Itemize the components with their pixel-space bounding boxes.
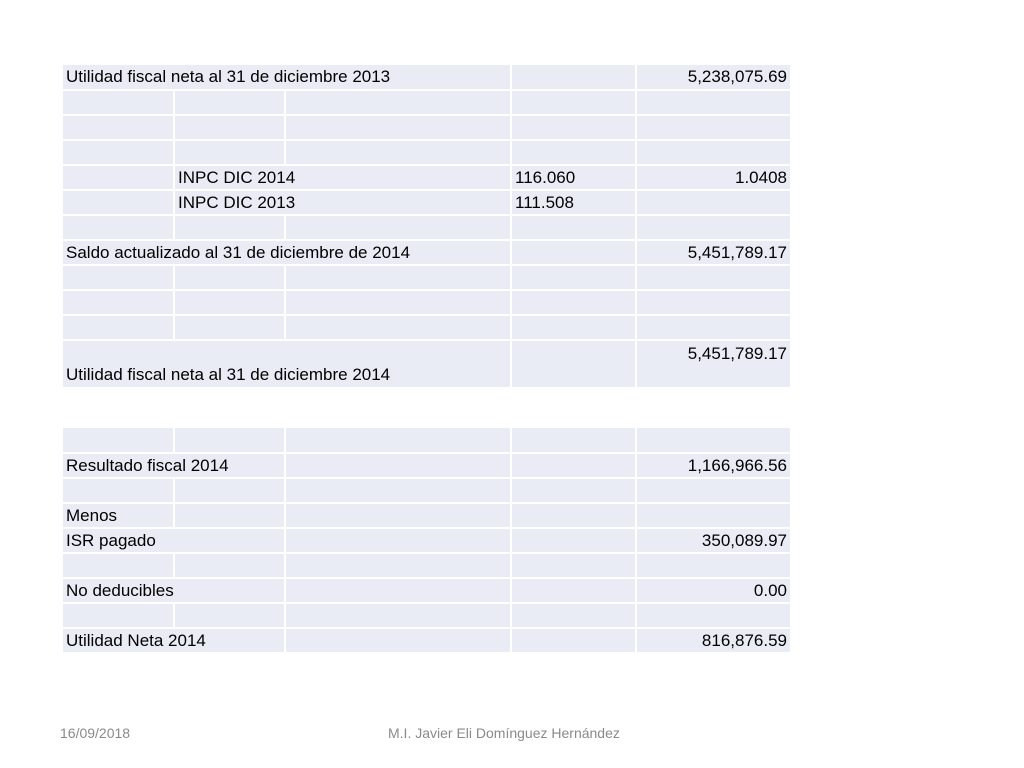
resultado-value: 1,166,966.56 [636,453,791,478]
net-2014-value: 5,451,789.17 [636,340,791,388]
cell [174,315,285,340]
cell [174,290,285,315]
cell [636,215,791,240]
table-row [63,603,791,628]
cell [636,265,791,290]
net-income-table-2014 [63,428,792,654]
cell [63,215,174,240]
table-row [63,340,791,388]
cell [636,428,791,453]
cell [511,628,636,653]
cell [285,478,511,503]
cell [285,553,511,578]
table-row [63,503,791,528]
cell [636,503,791,528]
cell [511,290,636,315]
cell [285,428,511,453]
table-row [63,240,791,265]
cell [63,603,174,628]
cell [285,140,511,165]
saldo-value: 5,451,789.17 [636,240,791,265]
cell [636,90,791,115]
cell [285,90,511,115]
cell [63,190,174,215]
utilidad-neta-value: 816,876.59 [636,628,791,653]
cell [511,265,636,290]
cell [174,428,285,453]
cell [174,265,285,290]
cell [63,90,174,115]
nodeducibles-value: 0.00 [636,578,791,603]
cell [285,265,511,290]
net-2014-label: Utilidad fiscal neta al 31 de diciembre 2014 [63,340,511,388]
cell [511,478,636,503]
cell [63,428,174,453]
cell [174,215,285,240]
update-factor: 1.0408 [636,165,791,190]
cell [285,578,511,603]
cell [285,115,511,140]
table-row [63,115,791,140]
table-row [63,140,791,165]
cell [511,140,636,165]
fiscal-table-2013-2014 [63,65,792,389]
cell [285,290,511,315]
menos-label: Menos [63,503,174,528]
cell [285,215,511,240]
cell [174,90,285,115]
cell [63,478,174,503]
saldo-label: Saldo actualizado al 31 de diciembre de 2014 [63,240,511,265]
cell [511,340,636,388]
cell [511,315,636,340]
inpc-2013-index: 111.508 [511,190,636,215]
nodeducibles-label: No deducibles [63,578,285,603]
table-row [63,453,791,478]
cell [511,453,636,478]
cell [636,478,791,503]
cell [285,528,511,553]
cell [636,603,791,628]
inpc-2013-label: INPC DIC 2013 [174,190,511,215]
cell [174,553,285,578]
cell [511,603,636,628]
net-2013-value: 5,238,075.69 [636,65,791,90]
cell [174,115,285,140]
table-row [63,315,791,340]
cell [63,165,174,190]
cell [285,315,511,340]
cell [511,115,636,140]
cell [511,65,636,90]
table-row [63,265,791,290]
isr-label: ISR pagado [63,528,285,553]
cell [174,603,285,628]
inpc-2014-index: 116.060 [511,165,636,190]
table-row [63,90,791,115]
cell [285,603,511,628]
resultado-label: Resultado fiscal 2014 [63,453,285,478]
cell [511,90,636,115]
cell [636,190,791,215]
table-row [63,190,791,215]
cell [174,478,285,503]
cell [63,315,174,340]
cell [174,503,285,528]
table-row [63,65,791,90]
table-row [63,428,791,453]
cell [636,553,791,578]
table-row [63,215,791,240]
cell [63,290,174,315]
table-row [63,290,791,315]
cell [285,628,511,653]
cell [63,553,174,578]
cell [511,553,636,578]
cell [511,215,636,240]
cell [511,578,636,603]
cell [511,528,636,553]
cell [636,315,791,340]
footer-date: 16/09/2018 [60,725,131,741]
cell [636,290,791,315]
utilidad-neta-label: Utilidad Neta 2014 [63,628,285,653]
table-row [63,553,791,578]
table-row [63,165,791,190]
cell [636,140,791,165]
table-row [63,478,791,503]
cell [63,115,174,140]
cell [636,115,791,140]
cell [63,140,174,165]
cell [511,428,636,453]
cell [174,140,285,165]
table-row [63,628,791,653]
inpc-2014-label: INPC DIC 2014 [174,165,511,190]
table-row [63,578,791,603]
cell [63,265,174,290]
cell [285,503,511,528]
isr-value: 350,089.97 [636,528,791,553]
cell [285,453,511,478]
cell [511,503,636,528]
net-2013-label: Utilidad fiscal neta al 31 de diciembre 2013 [63,65,511,90]
footer-author: M.I. Javier Eli Domínguez Hernández [388,725,620,741]
cell [511,240,636,265]
table-row [63,528,791,553]
